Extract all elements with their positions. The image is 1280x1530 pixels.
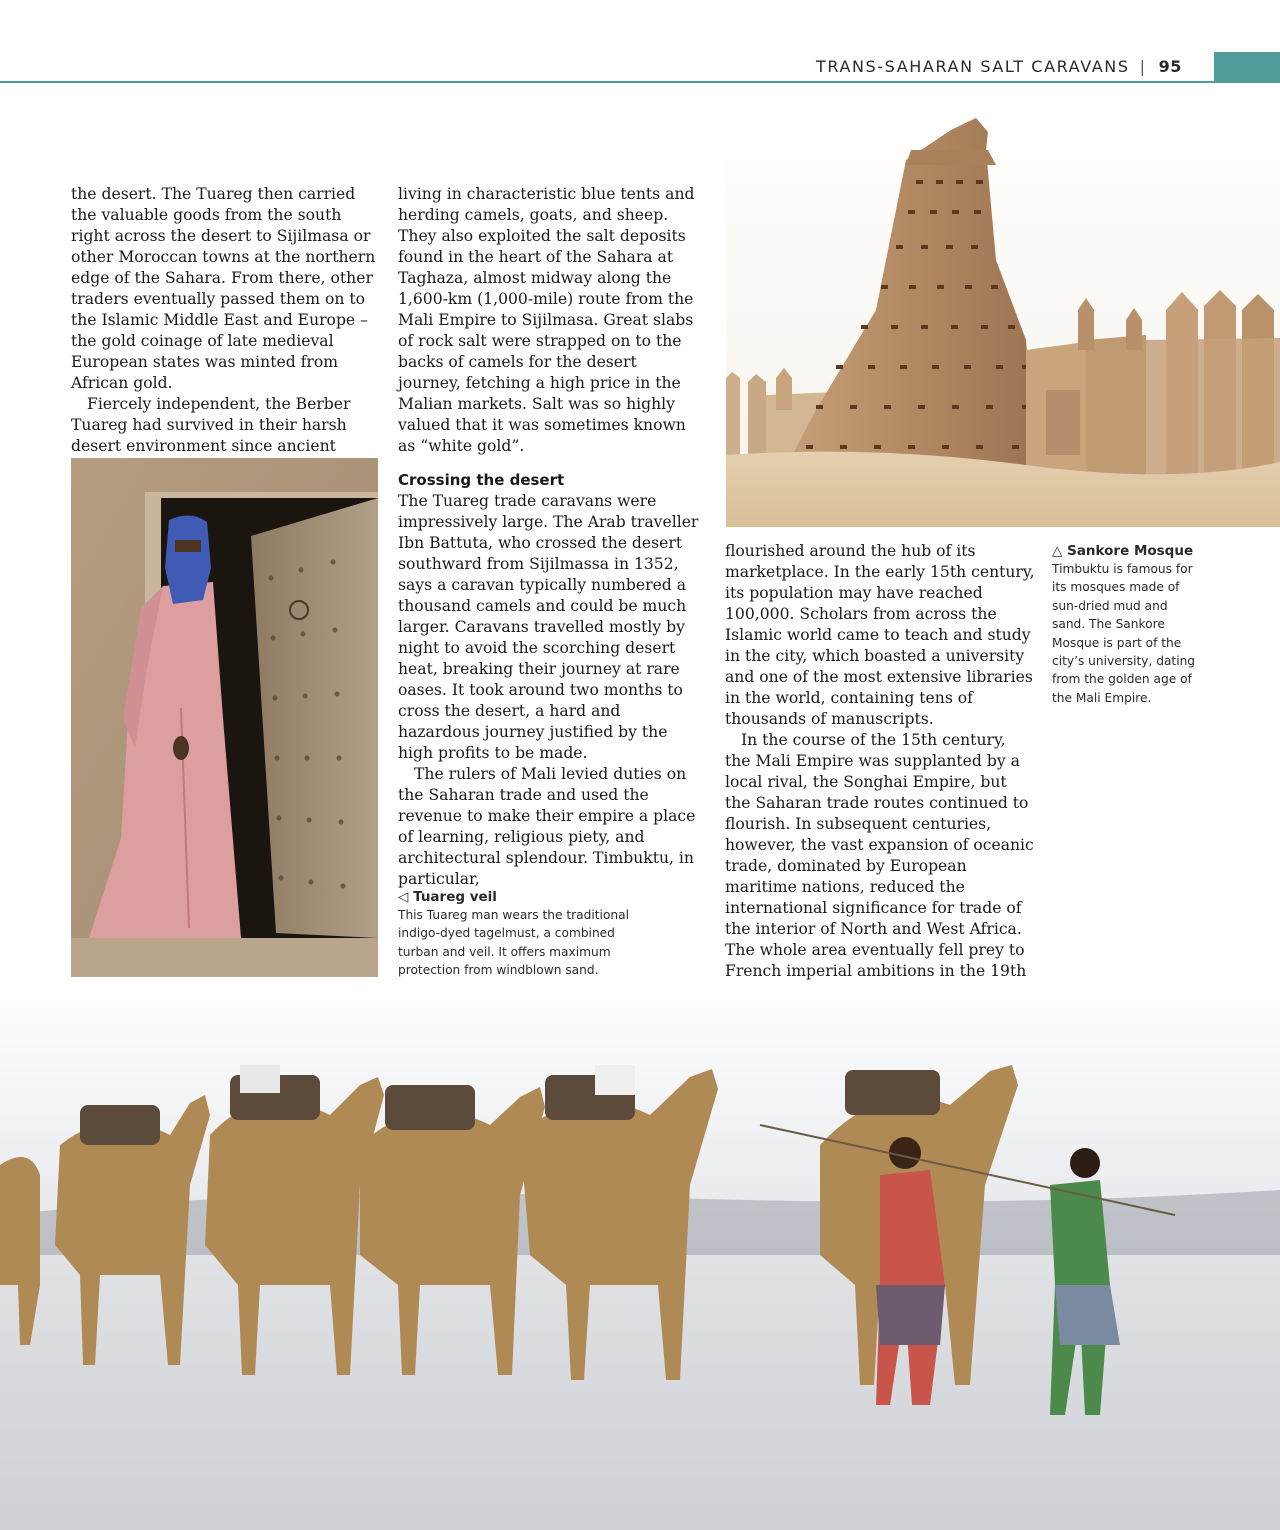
tuareg-man-illustration bbox=[71, 458, 378, 977]
caption-left-arrow-icon: ◁ bbox=[398, 889, 409, 905]
column-2-paragraph-1: living in characteristic blue tents and herding camels, goats, and sheep. They also exploited the salt deposits found in the heart of the Sahara at Taghaza, almost midway along the 1,600-km (1,000-mile) route from the Mali Empire to Sijilmasa. Great slabs of rock salt were strapped on to the backs of camels for the desert journey, fetching a high price in the Malian markets. Salt was so highly valued that it was sometimes known as “white gold”. bbox=[398, 185, 695, 455]
column-2-paragraph-2: The Tuareg trade caravans were impressively large. The Arab traveller Ibn Battuta, who crossed the desert southward from Sijilmassa in 1352, says a caravan typically numbered a thousand camels and could be much larger. Caravans travelled mostly by night to avoid the scorching desert heat, breaking their journey at rare oases. It took around two months to cross the desert, a hard and hazardous journey justified by the high profits to be made. bbox=[398, 492, 699, 762]
sankore-mosque-photo bbox=[726, 110, 1280, 527]
column-3-paragraph-2: In the course of the 15th century, the Mali Empire was supplanted by a local rival, the Songhai Empire, but the Saharan trade routes continued to flourish. In subsequent centuries, however, the vast expansion of oceanic trade, dominated by European maritime nations, reduced the international significance for trade of the interior of North and West Africa. The whole area eventually fell prey to French imperial ambitions in the 19th bbox=[725, 731, 1034, 980]
running-head bbox=[816, 54, 1182, 80]
camel-caravan-illustration bbox=[0, 985, 1280, 1530]
caption-tuareg-veil bbox=[398, 888, 648, 980]
caption-mosque-body: Timbuktu is famous for its mosques made of sun-dried mud and sand. The Sankore Mosque is part of the city’s university, dating from the golden age of the Mali Empire. bbox=[1052, 562, 1196, 705]
sankore-mosque-illustration bbox=[726, 110, 1280, 527]
body-column-3 bbox=[725, 541, 1035, 1003]
caption-sankore-mosque bbox=[1052, 542, 1202, 707]
page-number: 95 bbox=[1158, 57, 1182, 76]
column-1-paragraph-2: Fiercely independent, the Berber Tuareg had survived in their harsh desert environment since ancient bbox=[71, 395, 351, 455]
header-separator: | bbox=[1139, 57, 1147, 76]
header-rule bbox=[0, 81, 1214, 83]
camel-caravan-photo bbox=[0, 985, 1280, 1530]
caption-veil-body: This Tuareg man wears the traditional indigo-dyed tagelmust, a combined turban and veil. It offers maximum protection from windblown sand. bbox=[398, 908, 629, 978]
tuareg-man-photo bbox=[71, 458, 378, 977]
caption-mosque-title: Sankore Mosque bbox=[1067, 543, 1194, 559]
subhead-crossing-the-desert: Crossing the desert bbox=[398, 471, 565, 489]
caption-veil-title: Tuareg veil bbox=[413, 889, 497, 905]
caption-up-arrow-icon: △ bbox=[1052, 543, 1063, 559]
page-number-tab bbox=[1214, 52, 1280, 83]
body-column-2 bbox=[398, 184, 704, 890]
column-3-paragraph-1: flourished around the hub of its marketplace. In the early 15th century, its population may have reached 100,000. Scholars from across the Islamic world came to teach and study in the city, which boasted a university and one of the most extensive libraries in the world, containing tens of thousands of manuscripts. bbox=[725, 542, 1035, 728]
column-2-paragraph-3: The rulers of Mali levied duties on the Saharan trade and used the revenue to make their empire a place of learning, religious piety, and architectural splendour. Timbuktu, in particular, bbox=[398, 765, 696, 888]
column-1-paragraph-1: the desert. The Tuareg then carried the valuable goods from the south right across the desert to Sijilmasa or other Moroccan towns at the northern edge of the Sahara. From there, other traders eventually passed them on to the Islamic Middle East and Europe – the gold coinage of late medieval European states was minted from African gold. bbox=[71, 185, 376, 392]
section-title: TRANS-SAHARAN SALT CARAVANS bbox=[816, 57, 1130, 76]
body-column-1 bbox=[71, 184, 377, 478]
